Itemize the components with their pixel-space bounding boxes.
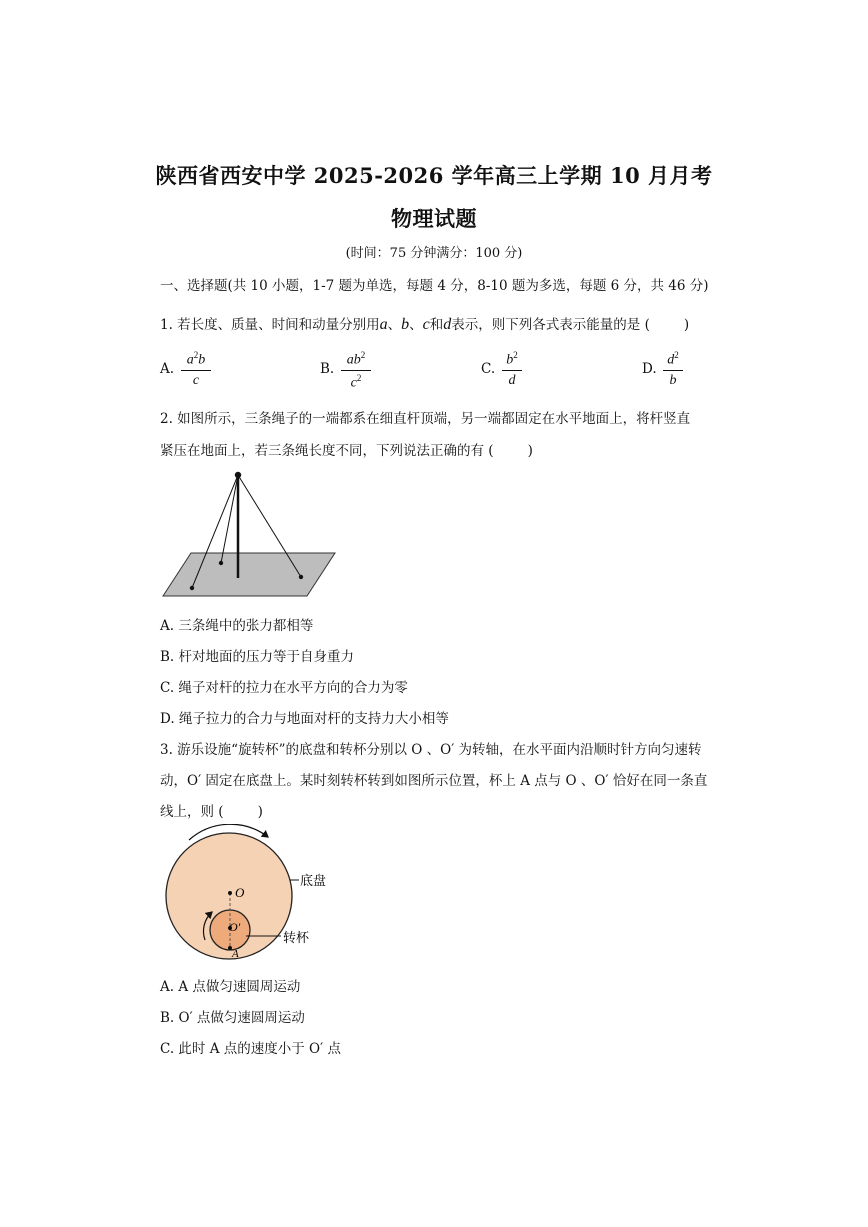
label-o: O bbox=[235, 885, 245, 900]
q2-option-b: B. 杆对地面的压力等于自身重力 bbox=[160, 649, 355, 665]
q1-sep2: 、 bbox=[409, 317, 423, 333]
q1-var-b: b bbox=[401, 316, 410, 333]
label-o-prime: O′ bbox=[229, 920, 241, 934]
q1-sep1: 、 bbox=[387, 317, 402, 333]
q2-option-c: C. 绳子对杆的拉力在水平方向的合力为零 bbox=[160, 680, 408, 696]
q1-text-a: 1. 若长度、质量、时间和动量分别用 bbox=[160, 317, 380, 333]
q3-stem-line3: 线上，则 ( ) bbox=[160, 804, 263, 820]
exam-subtitle: 物理试题 bbox=[391, 206, 477, 231]
label-a: A bbox=[232, 948, 239, 960]
rope-anchor-2 bbox=[219, 561, 223, 565]
rope-anchor-1 bbox=[190, 586, 194, 590]
q2-option-a: A. 三条绳中的张力都相等 bbox=[160, 618, 314, 634]
q2-option-d: D. 绳子拉力的合力与地面对杆的支持力大小相等 bbox=[160, 711, 449, 727]
q1-sep3: 和 bbox=[429, 317, 444, 333]
q1-text-b: 表示，则下列各式表示能量的是 ( bbox=[451, 317, 650, 333]
q1-stem bbox=[160, 313, 689, 334]
rope-anchor-3 bbox=[299, 575, 303, 579]
q3-option-c: C. 此时 A 点的速度小于 O′ 点 bbox=[160, 1041, 341, 1057]
q1-var-c: c bbox=[422, 316, 430, 333]
label-base: 底盘 bbox=[300, 873, 327, 888]
point-o bbox=[228, 891, 232, 895]
section-heading: 一、选择题(共 10 小题，1-7 题为单选，每题 4 分，8-10 题为多选，每题 6 分，共 46 分) bbox=[160, 278, 709, 294]
label-cup: 转杯 bbox=[283, 930, 310, 945]
q1-option-b-label: B. bbox=[320, 361, 335, 377]
q1-paren-close: ) bbox=[683, 317, 690, 333]
q2-stem-line2: 紧压在地面上，若三条绳长度不同，下列说法正确的有 ( ) bbox=[160, 443, 533, 459]
q1-option-b-fraction: $ab^2$ $c^2$ bbox=[341, 350, 371, 391]
q1-option-c-fraction: $b^2$ d bbox=[502, 350, 522, 389]
q1-option-a-label: A. bbox=[160, 361, 175, 377]
pole-top-knot bbox=[235, 472, 241, 478]
q3-figure-rotating-cup bbox=[155, 824, 355, 972]
q1-option-a-fraction: $a^2b$ c bbox=[181, 350, 211, 389]
q3-option-a: A. A 点做匀速圆周运动 bbox=[160, 979, 301, 995]
q3-option-b: B. O′ 点做匀速圆周运动 bbox=[160, 1010, 305, 1026]
ground-plane bbox=[163, 553, 335, 596]
q1-var-a: a bbox=[379, 316, 388, 333]
q1-option-d-fraction: $d^2$ b bbox=[663, 350, 683, 389]
time-info: (时间：75 分钟满分：100 分) bbox=[345, 246, 523, 261]
rope-2 bbox=[221, 475, 238, 563]
q3-stem-line1: 3. 游乐设施“旋转杯”的底盘和转杯分别以 O 、O′ 为转轴，在水平面内沿顺时针方向匀速转 bbox=[160, 742, 702, 758]
q1-var-d: d bbox=[443, 316, 452, 333]
exam-title: 陕西省西安中学 2025-2026 学年高三上学期 10 月月考 bbox=[155, 163, 713, 188]
q2-stem-line1: 2. 如图所示，三条绳子的一端都系在细直杆顶端，另一端都固定在水平地面上，将杆竖直 bbox=[160, 411, 691, 427]
q1-option-c-label: C. bbox=[481, 361, 496, 377]
q1-option-d-label: D. bbox=[642, 361, 657, 377]
q2-figure-pole-ropes bbox=[155, 466, 345, 602]
q3-stem-line2: 动，O′ 固定在底盘上。某时刻转杯转到如图所示位置，杯上 A 点与 O 、O′ 恰好在同一条直 bbox=[160, 773, 708, 789]
